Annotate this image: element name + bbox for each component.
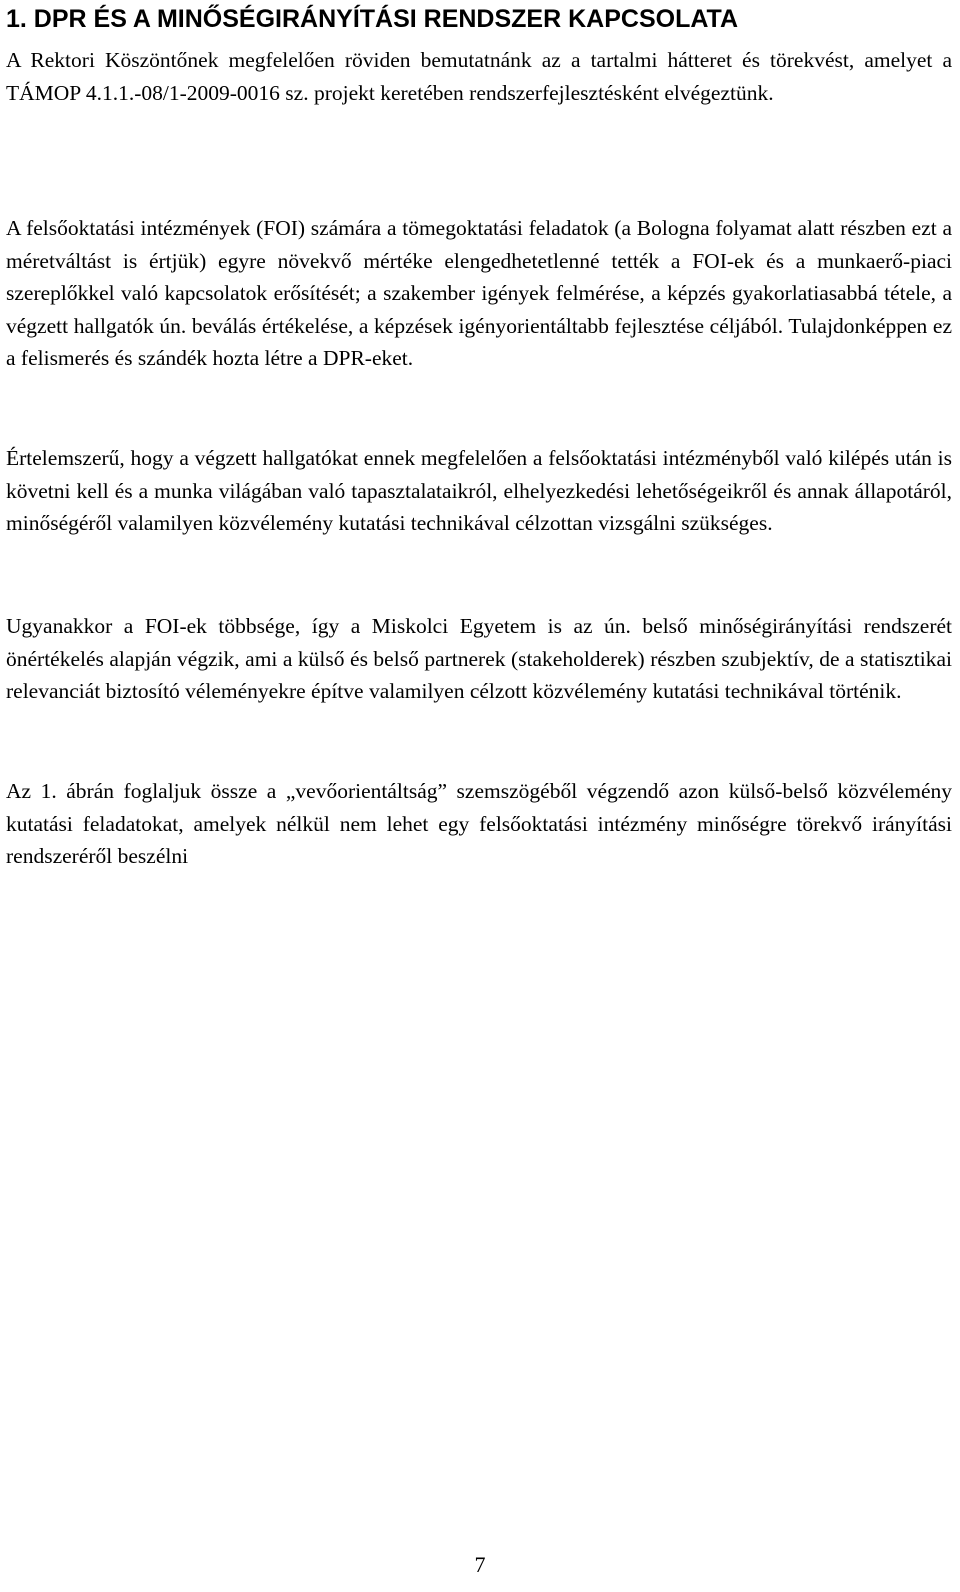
paragraph-figure-reference: Az 1. ábrán foglaljuk össze a „vevőorientáltság” szemszögéből végzendő azon külső-belső közvélemény kutatási feladatokat, amelyek nélkül nem lehet egy felsőoktatási intézmény minőségre törekvő irányítási rendszeréről beszélni: [6, 779, 952, 868]
paragraph-foi-tasks: A felsőoktatási intézmények (FOI) számára a tömegoktatási feladatok (a Bologna folyamat alatt részben ezt a méretváltást is értjük) egyre növekvő mértéke elengedhetetlenné tették a FOI-ek és a munkaerő-piaci szereplőkkel való kapcsolatok erősítését; a szakember igények felmérése, a képzés gyakorlatiasabbá tétele, a végzett hallgatók ún. beválás értékelése, a képzések igényorientáltabb fejlesztése céljából. Tulajdonképpen ez a felismerés és szándék hozta létre a DPR-eket.: [6, 216, 952, 370]
page-number: 7: [474, 1552, 486, 1577]
section-heading: 1. DPR ÉS A MINŐSÉGIRÁNYÍTÁSI RENDSZER KAPCSOLATA: [6, 5, 739, 33]
paragraph-graduate-tracking: Értelemszerű, hogy a végzett hallgatókat ennek megfelelően a felsőoktatási intézményből való kilépés után is követni kell és a munka világában való tapasztalataikról, elhelyezkedési lehetőségeikről és annak állapotáról, minőségéről valamilyen közvélemény kutatási technikával célzottan vizsgálni szükséges.: [6, 446, 952, 535]
paragraph-intro: A Rektori Köszöntőnek megfelelően röviden bemutatnánk az a tartalmi hátteret és törekvést, amelyet a TÁMOP 4.1.1.-08/1-2009-0016 sz. projekt keretében rendszerfejlesztésként elvégeztünk.: [6, 48, 952, 105]
paragraph-quality-management: Ugyanakkor a FOI-ek többsége, így a Miskolci Egyetem is az ún. belső minőségirányítási rendszerét önértékelés alapján végzik, ami a külső és belső partnerek (stakeholderek) részben szubjektív, de a statisztikai relevanciát biztosító véleményekre építve valamilyen célzott közvélemény kutatási technikával történik.: [6, 614, 952, 703]
